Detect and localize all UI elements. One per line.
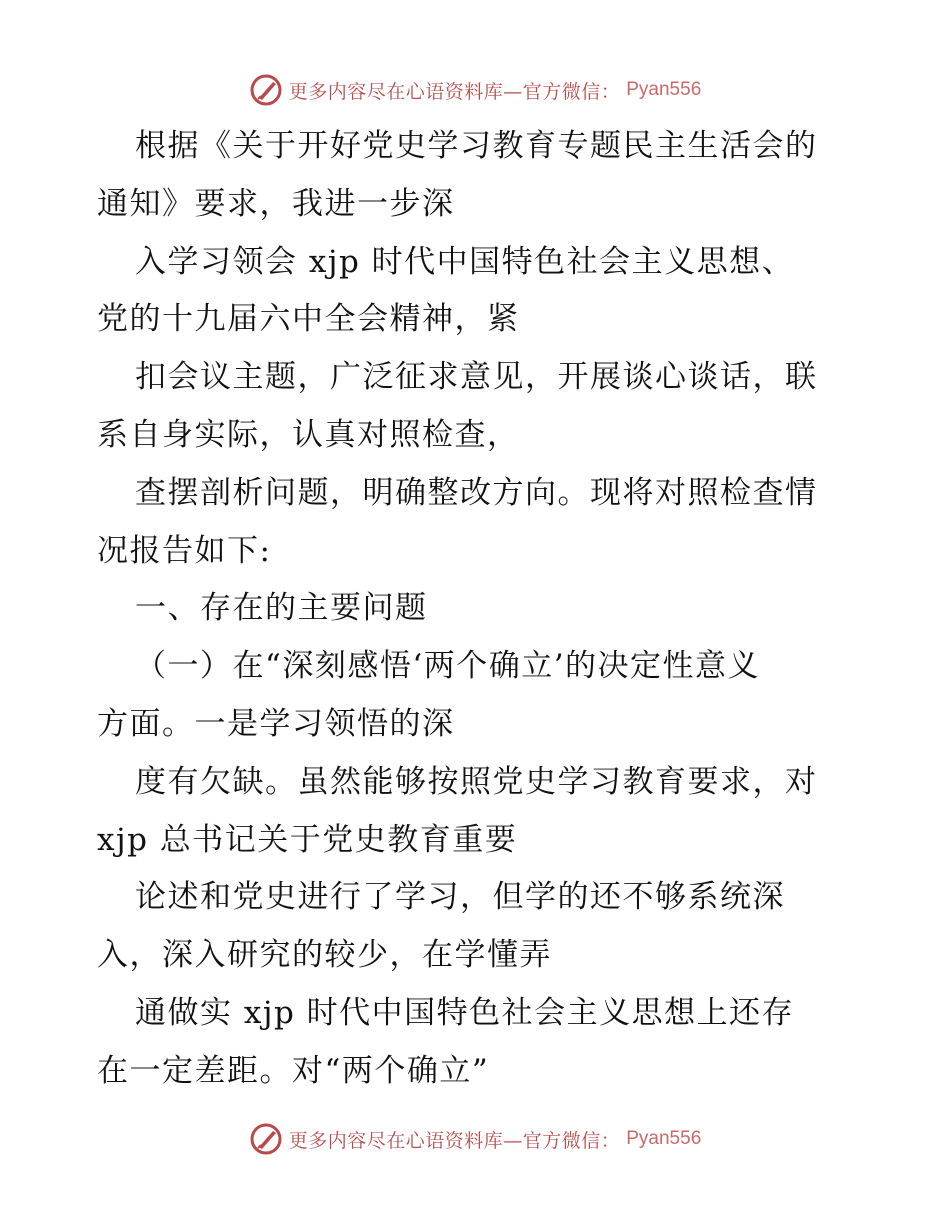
body-line: 况报告如下: (97, 532, 272, 569)
watermark-text: 更多内容尽在心语资料库—官方微信： (288, 80, 621, 103)
body-line: 通知》要求，我进一步深 (97, 185, 455, 222)
body-line: xjp 总书记关于党史教育重要 (97, 821, 518, 858)
watermark-handle: Pyan556 (626, 1128, 702, 1149)
quill-logo-icon (249, 1122, 283, 1156)
watermark-handle: Pyan556 (626, 79, 702, 100)
body-line: 度有欠缺。虽然能够按照党史学习教育要求，对 (135, 763, 818, 800)
body-line: 在一定差距。对“两个确立” (97, 1052, 490, 1089)
body-line: 查摆剖析问题，明确整改方向。现将对照检查情 (135, 474, 818, 511)
document-body (97, 118, 857, 1101)
body-line: （一）在“深刻感悟‘两个确立’的决定性意义 (135, 648, 761, 685)
watermark-text: 更多内容尽在心语资料库—官方微信： (288, 1129, 621, 1152)
body-line: 根据《关于开好党史学习教育专题民主生活会的 (135, 128, 818, 164)
body-line: 入，深入研究的较少，在学懂弄 (97, 937, 552, 974)
footer-watermark (0, 1119, 950, 1159)
body-line: 方面。一是学习领悟的深 (97, 705, 455, 742)
body-line: 入学习领会 xjp 时代中国特色社会主义思想、 (135, 243, 795, 280)
body-line: 扣会议主题，广泛征求意见，开展谈心谈话，联 (135, 359, 818, 396)
body-line: 党的十九届六中全会精神，紧 (97, 301, 520, 338)
body-line: 系自身实际，认真对照检查， (97, 416, 520, 453)
header-watermark (0, 70, 950, 110)
section-heading: 一、存在的主要问题 (135, 590, 428, 627)
quill-logo-icon (249, 73, 283, 107)
body-line: 通做实 xjp 时代中国特色社会主义思想上还存 (135, 994, 795, 1031)
body-line: 论述和党史进行了学习，但学的还不够系统深 (135, 879, 785, 916)
